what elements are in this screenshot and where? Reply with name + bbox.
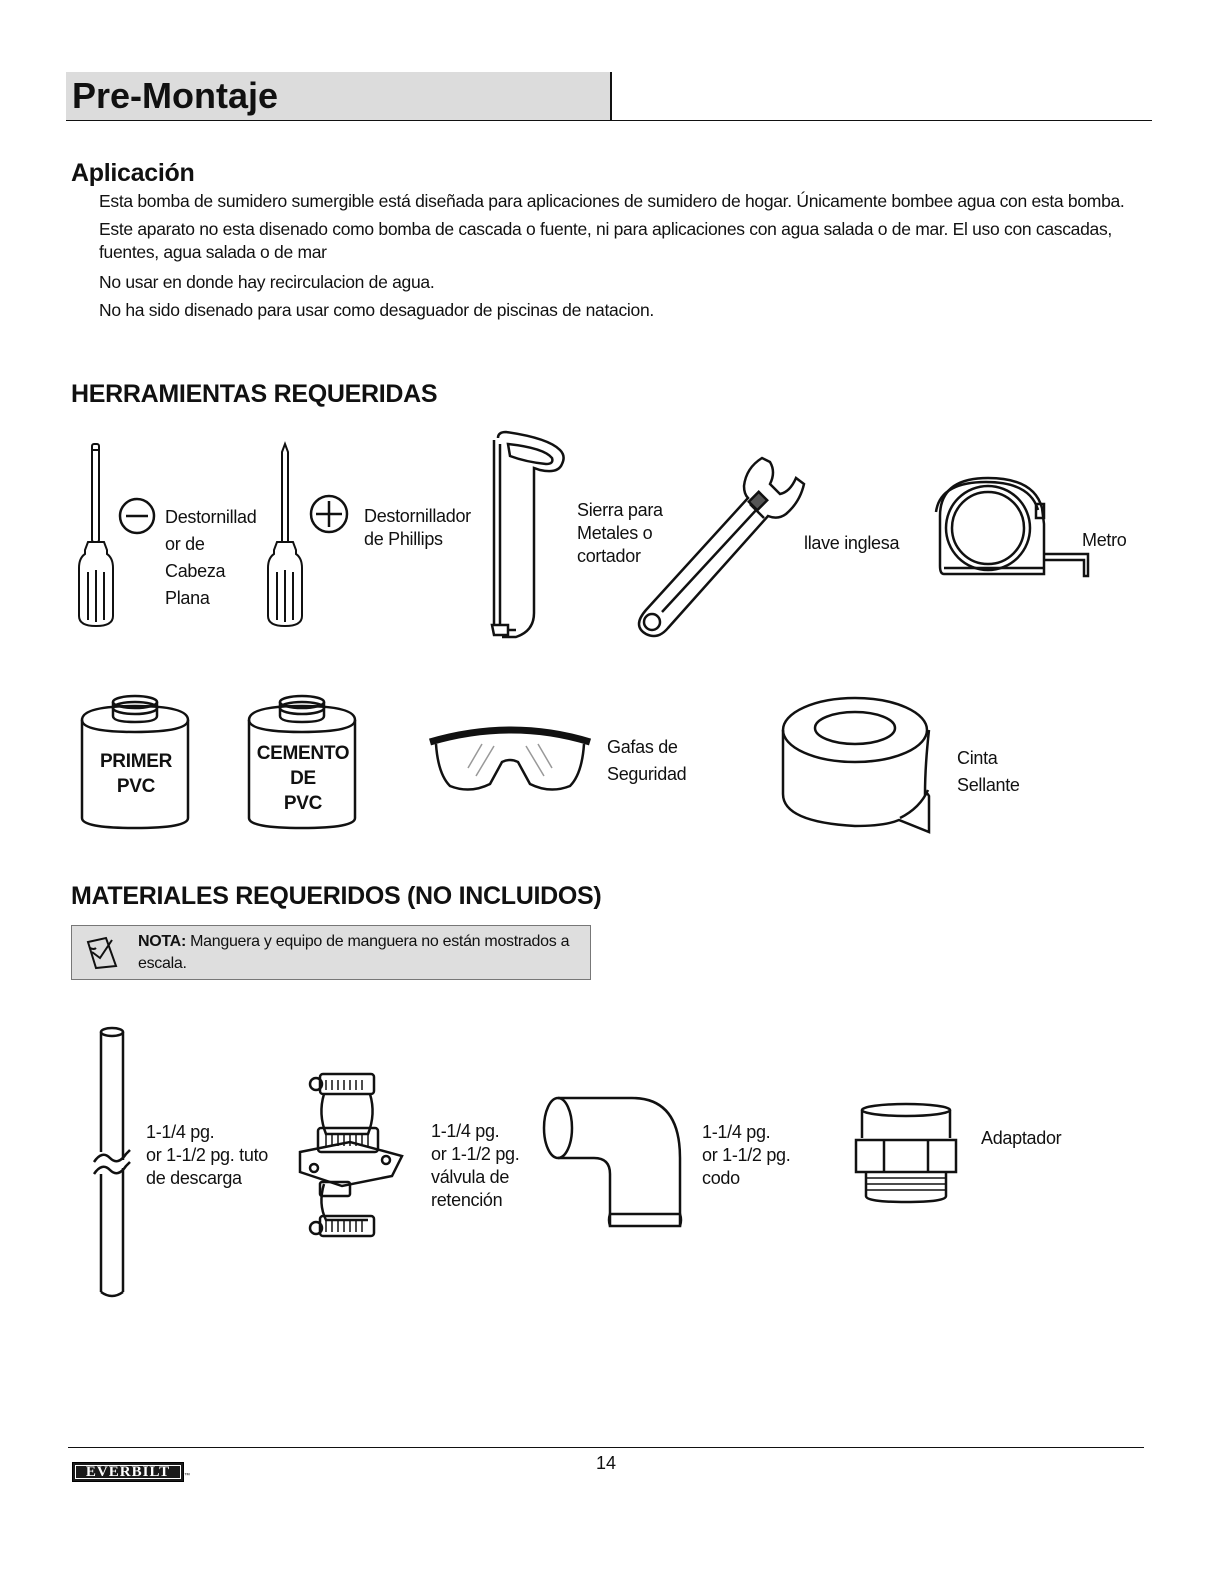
- page-title: Pre-Montaje: [72, 75, 279, 116]
- pipe-label-line: or 1-1/2 pg. tuto: [146, 1145, 268, 1165]
- flat-screwdriver-label-line: Destornillad: [165, 507, 257, 527]
- hacksaw-icon: [488, 430, 568, 645]
- flat-screwdriver-label-line: or de: [165, 534, 205, 554]
- hacksaw-label-line: Sierra para: [577, 500, 663, 520]
- tape-measure-label: Metro: [1082, 530, 1127, 550]
- goggles-label-line: Seguridad: [607, 764, 687, 784]
- hacksaw-label-line: cortador: [577, 546, 641, 566]
- check-valve-label-line: válvula de: [431, 1167, 510, 1187]
- pvc-elbow-icon: [540, 1094, 688, 1230]
- application-line-4: No ha sido disenado para usar como desaguador de piscinas de natacion.: [99, 300, 654, 320]
- tape-label: [957, 745, 1020, 799]
- materials-heading: MATERIALES REQUERIDOS (NO INCLUIDOS): [71, 882, 602, 910]
- elbow-label-line: or 1-1/2 pg.: [702, 1145, 791, 1165]
- cement-can-line: DE: [290, 768, 316, 789]
- primer-can-line: PVC: [116, 776, 156, 797]
- tools-heading: HERRAMIENTAS REQUERIDAS: [71, 380, 438, 408]
- check-valve-label: [431, 1120, 519, 1212]
- note-label: NOTA:: [138, 933, 186, 950]
- elbow-label-line: 1-1/4 pg.: [702, 1122, 771, 1142]
- tape-measure-icon: [930, 476, 1092, 586]
- tape-label-line: Sellante: [957, 775, 1020, 795]
- flat-screwdriver-label: [165, 504, 256, 612]
- flat-screwdriver-label-line: Plana: [165, 588, 210, 608]
- cement-can-label: [253, 741, 353, 816]
- phillips-label-line: Destornillador: [364, 506, 471, 526]
- phillips-screwdriver-label: [364, 505, 471, 551]
- wrench-label: llave inglesa: [804, 533, 900, 553]
- adapter-icon: [852, 1100, 960, 1204]
- minus-slot-icon: [118, 497, 156, 535]
- everbilt-logo: EVERBILT: [72, 1462, 184, 1482]
- tape-label-line: Cinta: [957, 748, 998, 768]
- safety-goggles-icon: [428, 724, 592, 794]
- flat-screwdriver-label-line: Cabeza: [165, 561, 226, 581]
- pipe-label-line: de descarga: [146, 1168, 242, 1188]
- application-line-1: Esta bomba de sumidero sumergible está diseñada para aplicaciones de sumidero de hogar. Únicamente bombee agua con esta bomba.: [99, 191, 1125, 211]
- check-valve-label-line: or 1-1/2 pg.: [431, 1144, 520, 1164]
- goggles-label-line: Gafas de: [607, 737, 678, 757]
- wrench-icon: [632, 460, 810, 640]
- title-divider: [66, 120, 1152, 121]
- note-body: Manguera y equipo de manguera no están mostrados a escala.: [138, 933, 570, 972]
- check-valve-label-line: retención: [431, 1190, 503, 1210]
- elbow-label-line: codo: [702, 1168, 740, 1188]
- note-text: [138, 931, 583, 975]
- phillips-label-line: de Phillips: [364, 529, 443, 549]
- phillips-screwdriver-icon: [265, 442, 305, 628]
- primer-can-label: [93, 749, 179, 799]
- goggles-label: [607, 734, 686, 788]
- note-pencil-icon: [84, 934, 120, 970]
- sealing-tape-icon: [780, 696, 932, 832]
- pipe-label: [146, 1121, 268, 1190]
- page-number: 14: [596, 1453, 617, 1473]
- primer-can-line: PRIMER: [99, 751, 173, 772]
- pipe-label-line: 1-1/4 pg.: [146, 1122, 215, 1142]
- adapter-label: Adaptador: [981, 1128, 1062, 1148]
- application-line-3: No usar en donde hay recirculacion de agua.: [99, 272, 435, 292]
- plus-cross-icon: [309, 494, 349, 534]
- cement-can-line: PVC: [283, 793, 323, 814]
- check-valve-icon: [296, 1068, 406, 1244]
- application-line-2: Este aparato no esta disenado como bomba de cascada o fuente, ni para aplicaciones con agua salada o de mar. El uso con cascadas, fuentes, agua salada o de mar: [99, 219, 1112, 262]
- cement-can-line: CEMENTO: [256, 743, 350, 764]
- hacksaw-label-line: Metales o: [577, 523, 653, 543]
- flat-screwdriver-icon: [76, 442, 116, 628]
- check-valve-label-line: 1-1/4 pg.: [431, 1121, 500, 1141]
- application-heading: Aplicación: [71, 159, 195, 187]
- discharge-pipe-icon: [92, 1024, 132, 1300]
- footer-divider: [68, 1447, 1144, 1448]
- elbow-label: [702, 1121, 790, 1190]
- trademark-mark: ™: [184, 1473, 190, 1479]
